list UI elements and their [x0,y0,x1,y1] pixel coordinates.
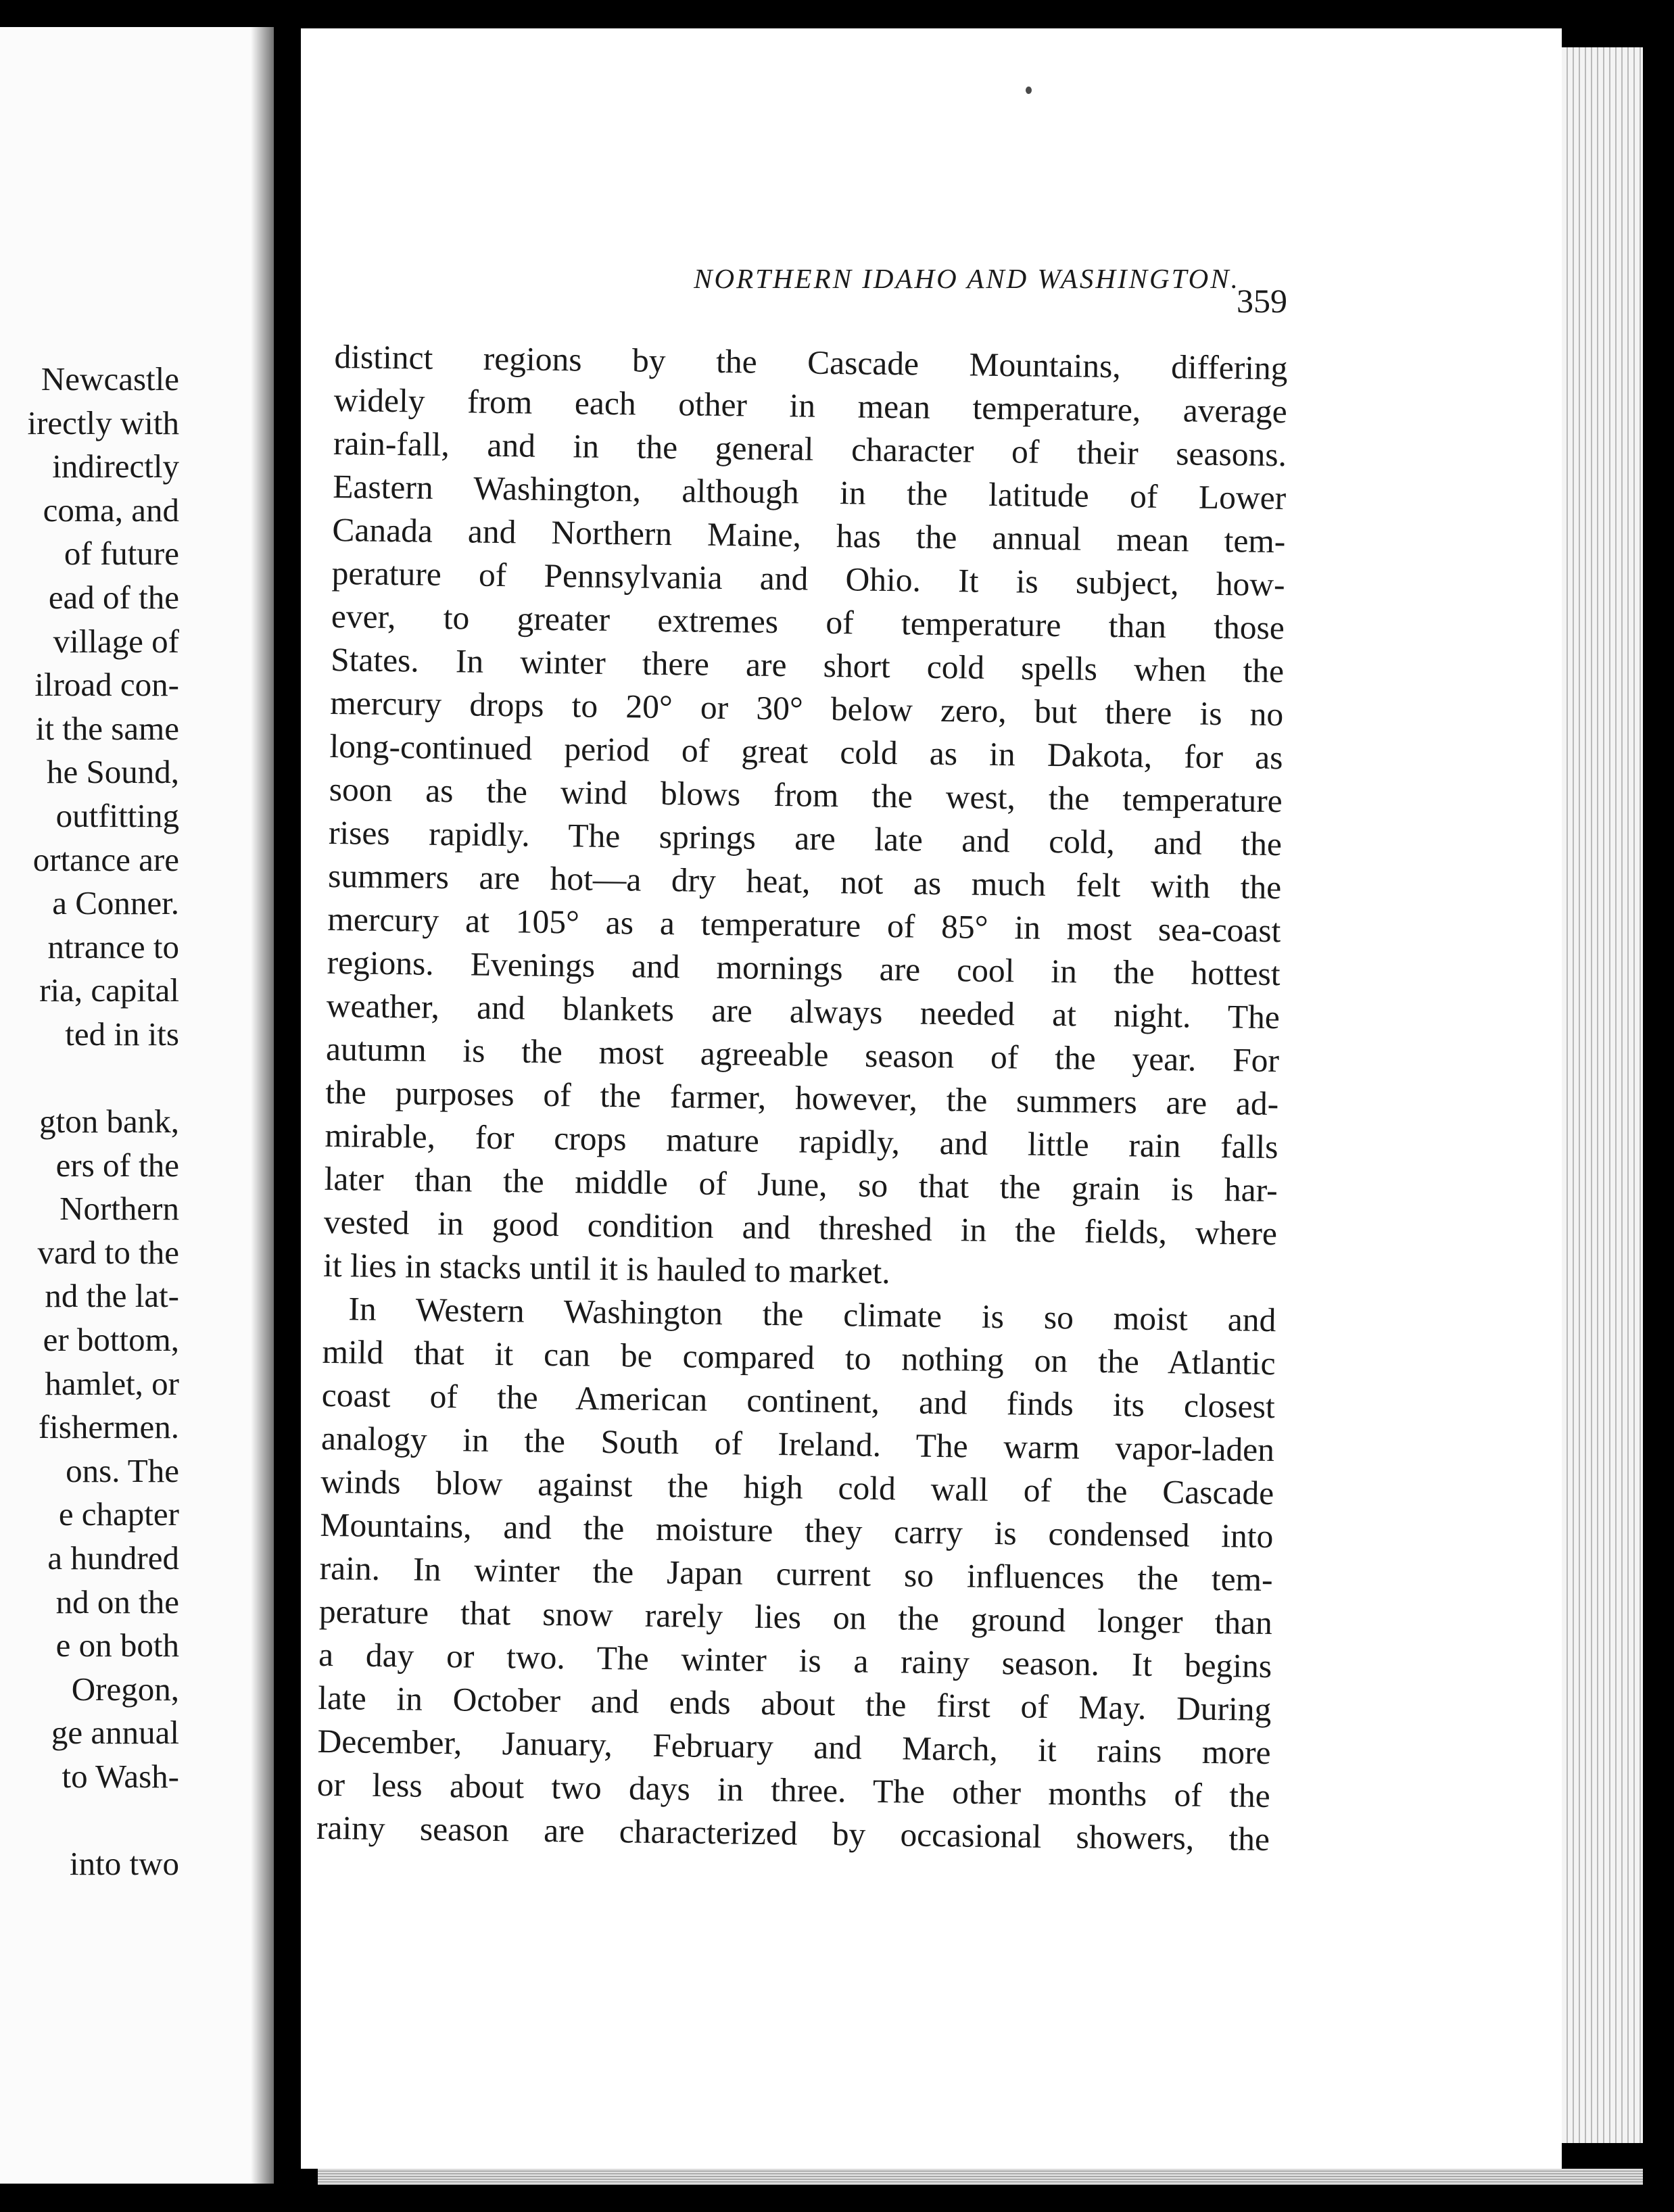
text-line: it lies in stacks until it is hauled to market. [322,1246,891,1291]
text-line: summers are hot—a dry heat, not as much felt with the [327,857,1282,907]
left-line: e chapter [58,1495,179,1533]
text-line: autumn is the most agreeable season of the year. For [325,1030,1280,1080]
page-edges [1562,47,1643,2143]
left-line: Northern [59,1190,179,1228]
left-line: ead of the [48,578,179,616]
left-line: irectly with [27,404,179,441]
text-line: Mountains, and the moisture they carry is condensed into [320,1506,1274,1556]
text-line: soon as the wind blows from the west, the temperature [329,770,1283,820]
left-line: into two [70,1845,179,1883]
left-line: ortance are [32,840,179,878]
left-page-text [27,358,179,1886]
body-text [316,335,1288,1861]
text-line: regions. Evenings and mornings are cool in the hottest [327,943,1281,993]
text-line: late in October and ends about the first of May. During [318,1679,1272,1729]
left-line: nd the lat- [45,1277,179,1315]
text-line: perature of Pennsylvania and Ohio. It is subject, how- [331,554,1285,604]
text-line: coast of the American continent, and finds its closest [321,1376,1276,1426]
ink-speck [1026,87,1032,94]
left-line: Newcastle [41,360,179,398]
left-line: coma, and [43,491,179,529]
left-line [27,1057,179,1101]
text-line: rainy season are characterized by occasional showers, the [316,1808,1270,1858]
text-line: In Western Washington the climate is so moist and [348,1290,1276,1339]
text-line: widely from each other in mean temperature, average [333,381,1288,431]
left-line: ons. The [66,1451,179,1489]
left-line: gton bank, [39,1103,179,1140]
running-head: NORTHERN IDAHO AND WASHINGTON. [694,263,1240,294]
left-line: he Sound, [47,753,179,791]
text-line: or less about two days in three. The other months of the [316,1765,1271,1815]
text-line: December, January, February and March, it rains more [317,1722,1271,1772]
text-line: the purposes of the farmer, however, the summers are ad- [325,1073,1279,1123]
left-line: indirectly [52,448,179,485]
text-line: Eastern Washington, although in the latitude of Lower [332,467,1287,517]
left-line: a hundred [47,1539,179,1577]
text-line: rises rapidly. The springs are late and cold, and the [328,813,1283,863]
text-line: rain-fall, and in the general character of their seasons. [333,424,1287,474]
page-number: 359 [1237,282,1287,320]
left-line: er bottom, [43,1321,179,1359]
text-line: States. In winter there are short cold spells when the [330,640,1285,690]
left-line: ge annual [51,1714,179,1752]
text-line: later than the middle of June, so that the grain is har- [324,1159,1278,1209]
left-line: to Wash- [62,1758,179,1795]
left-line: fishermen. [38,1408,179,1446]
left-line: ted in its [65,1015,179,1053]
left-line: vard to the [37,1233,179,1271]
left-line: village of [53,622,179,660]
text-line: winds blow against the high cold wall of the Cascade [320,1462,1274,1512]
text-line: mirable, for crops mature rapidly, and little rain falls [325,1116,1278,1166]
left-line: of future [64,535,179,573]
left-line: ntrance to [47,928,179,965]
left-line: e on both [55,1627,179,1664]
text-line: Canada and Northern Maine, has the annual mean tem- [332,510,1286,560]
text-line: rain. In winter the Japan current so influences the tem- [319,1549,1273,1599]
left-line: nd on the [55,1583,179,1620]
left-line: a Conner. [52,884,179,922]
right-page [301,28,1562,2169]
left-page [0,27,274,2184]
text-line: a day or two. The winter is a rainy season. It begins [318,1635,1272,1685]
text-line: vested in good condition and threshed in the fields, where [323,1203,1278,1253]
left-line: hamlet, or [45,1364,179,1402]
left-line: Oregon, [71,1670,179,1708]
left-line [27,1799,179,1843]
text-line: ever, to greater extremes of temperature than those [331,597,1285,647]
left-line: ers of the [55,1146,179,1184]
text-line: weather, and blankets are always needed at night. The [326,986,1281,1036]
gutter-shadow [251,27,274,2184]
text-line: mild that it can be compared to nothing on the Atlantic [322,1332,1276,1382]
left-line: outfitting [55,796,179,834]
left-line: it the same [35,709,179,747]
bottom-page-edges [318,2169,1643,2185]
text-line: analogy in the South of Ireland. The warm vapor-laden [320,1419,1275,1469]
text-line: mercury drops to 20° or 30° below zero, but there is no [330,683,1284,734]
left-line: ria, capital [39,971,179,1009]
text-line: mercury at 105° as a temperature of 85° in most sea-coast [327,900,1281,950]
left-line: ilroad con- [34,666,179,704]
text-line: long-continued period of great cold as in Dakota, for as [329,727,1283,777]
text-line: distinct regions by the Cascade Mountains, differing [334,337,1288,387]
text-line: perature that snow rarely lies on the ground longer than [318,1592,1273,1642]
